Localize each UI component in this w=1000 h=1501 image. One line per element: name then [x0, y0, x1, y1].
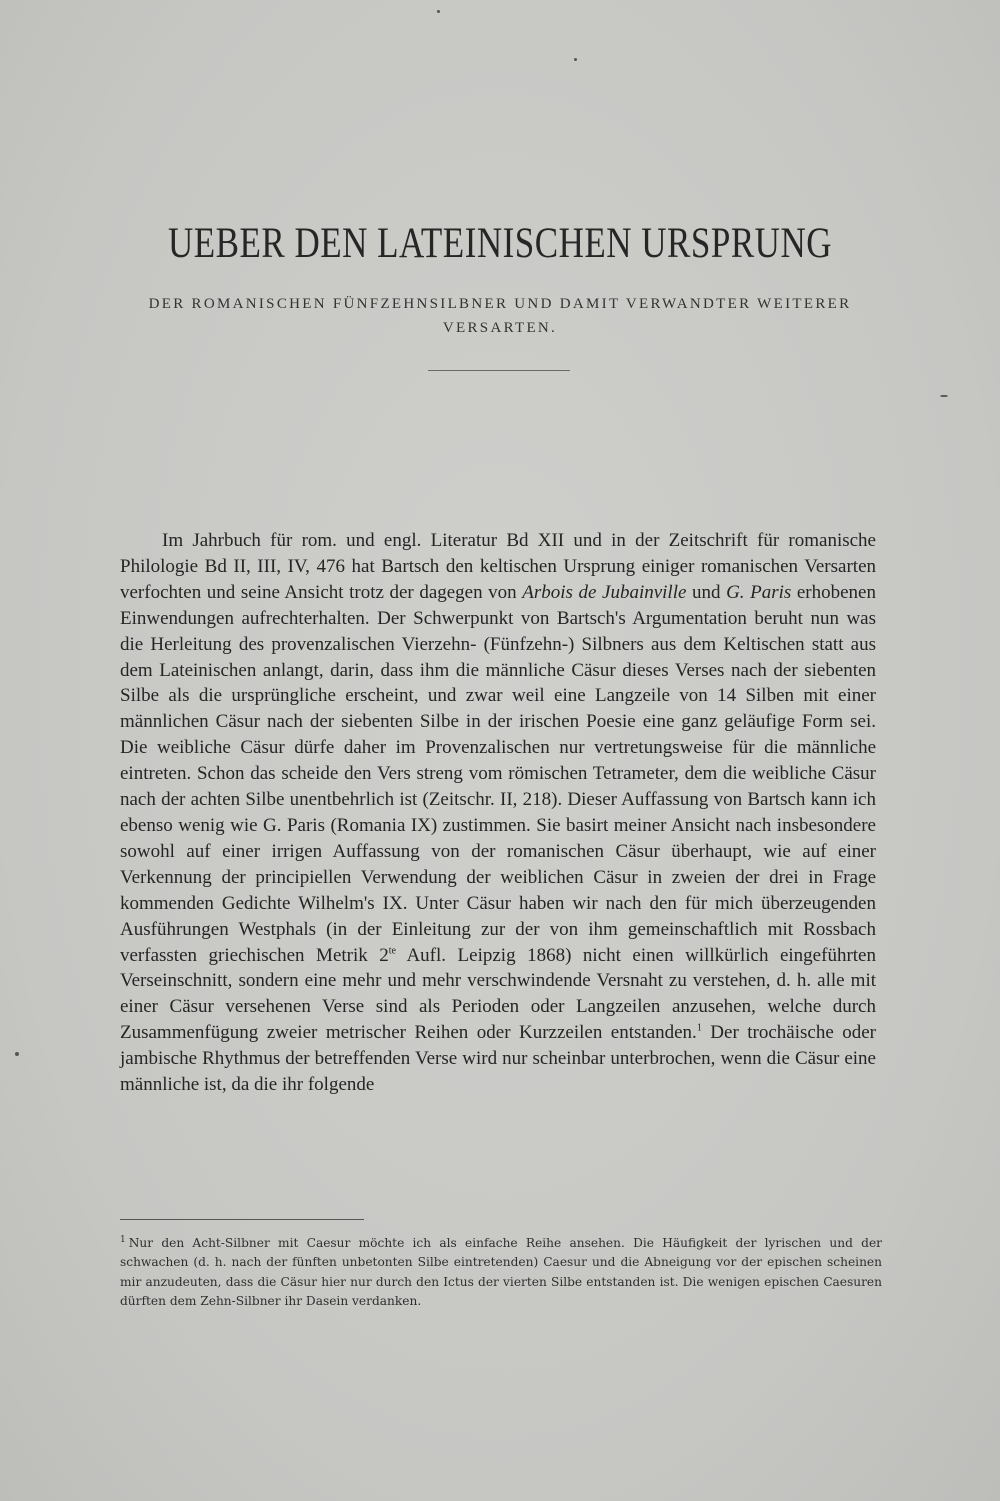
paper-speck: [437, 10, 440, 13]
page-subtitle: DER ROMANISCHEN FÜNFZEHNSILBNER UND DAMIT VERWANDTER WEITERER VERSARTEN.: [148, 296, 852, 336]
author-name: G. Paris: [726, 581, 792, 603]
body-text: [120, 528, 876, 1098]
footnote-divider: [120, 1219, 364, 1220]
title-divider: [428, 370, 570, 371]
page-title: UEBER DEN LATEINISCHEN URSPRUNG: [168, 218, 832, 267]
author-name: Arbois de Jubainville: [522, 581, 687, 603]
paper-speck: [940, 395, 948, 397]
text-segment: Im Jahrbuch für rom. und engl. Literatur Bd XII und in der Zeitschrift für romanische Philologie Bd II, III, IV, 476 hat Bartsch den keltischen Ursprung einiger romanischen Versarten verfochten und seine Ansicht trotz der dagegen von: [120, 530, 876, 603]
footnote-mark: 1: [120, 1234, 126, 1245]
paper-speck: [574, 58, 577, 61]
ordinal-suffix: te: [388, 945, 396, 957]
text-segment: erhobenen Einwendungen aufrechterhalten. Der Schwerpunkt von Bartsch's Argumentation beruht nun was die Herleitung des provenzalischen Vierzehn- (Fünfzehn-) Silbners aus dem Keltischen statt aus dem Lateinischen anlangt, darin, dass ihm die männliche Cäsur dieses Verses nach der siebenten Silbe als die ursprüngliche erscheint, und zwar weil eine Langzeile von 14 Silben mit einer männlichen Cäsur nach der siebenten Silbe in der irischen Poesie eine ganz geläufige Form sei. Die weibliche Cäsur dürfe daher im Provenzalischen nur vertretungsweise für die männliche eintreten. Schon das scheide den Vers streng vom römischen Tetrameter, dem die weibliche Cäsur nach der achten Silbe unentbehrlich ist (Zeitschr. II, 218). Dieser Auffassung von Bartsch kann ich ebenso wenig wie G. Paris (Romania IX) zustimmen. Sie basirt meiner Ansicht nach insbesondere sowohl auf einer irrigen Auffassung von der romanischen Cäsur überhaupt, wie auf einer Verkennung der principiellen Verwendung der weiblichen Cäsur in zweien der drei in Frage kommenden Gedichte Wilhelm's IX. Unter Cäsur haben wir nach den für mich überzeugenden Ausführungen Westphals (in der Einleitung zur der von ihm gemeinschaftlich mit Rossbach verfassten griechischen Metrik 2: [120, 581, 876, 966]
paper-speck: [15, 1052, 19, 1056]
footnote-reference: 1: [696, 1022, 702, 1034]
paragraph: [120, 528, 876, 1098]
text-segment: Aufl. Leipzig 1868) nicht einen willkürlich eingeführten Verseinschnitt, sondern eine mehr und mehr verschwindende Versnaht zu verstehen, d. h. alle mit einer Cäsur versehenen Verse sind als Perioden oder Langzeilen anzusehen, welche durch Zusammenfügung zweier metrischer Reihen oder Kurzzeilen entstanden.: [120, 944, 876, 1044]
text-segment: und: [686, 581, 727, 603]
footnote: [120, 1234, 882, 1312]
text-segment: Der trochäische oder jambische Rhythmus der betreffenden Verse wird nur scheinbar unterbrochen, wenn die Cäsur eine männliche ist, da die ihr folgende: [120, 1022, 876, 1096]
footnote-text: Nur den Acht-Silbner mit Caesur möchte ich als einfache Reihe ansehen. Die Häufigkeit der lyrischen und der schwachen (d. h. nach der fünften unbetonten Silbe eintretenden) Caesur und die Abneigung vor der epischen scheinen mir anzudeuten, dass die Cäsur hier nur durch den Ictus der vierten Silbe entstanden ist. Die wenigen epischen Caesuren dürften dem Zehn-Silbner ihr Dasein verdanken.: [120, 1236, 882, 1309]
